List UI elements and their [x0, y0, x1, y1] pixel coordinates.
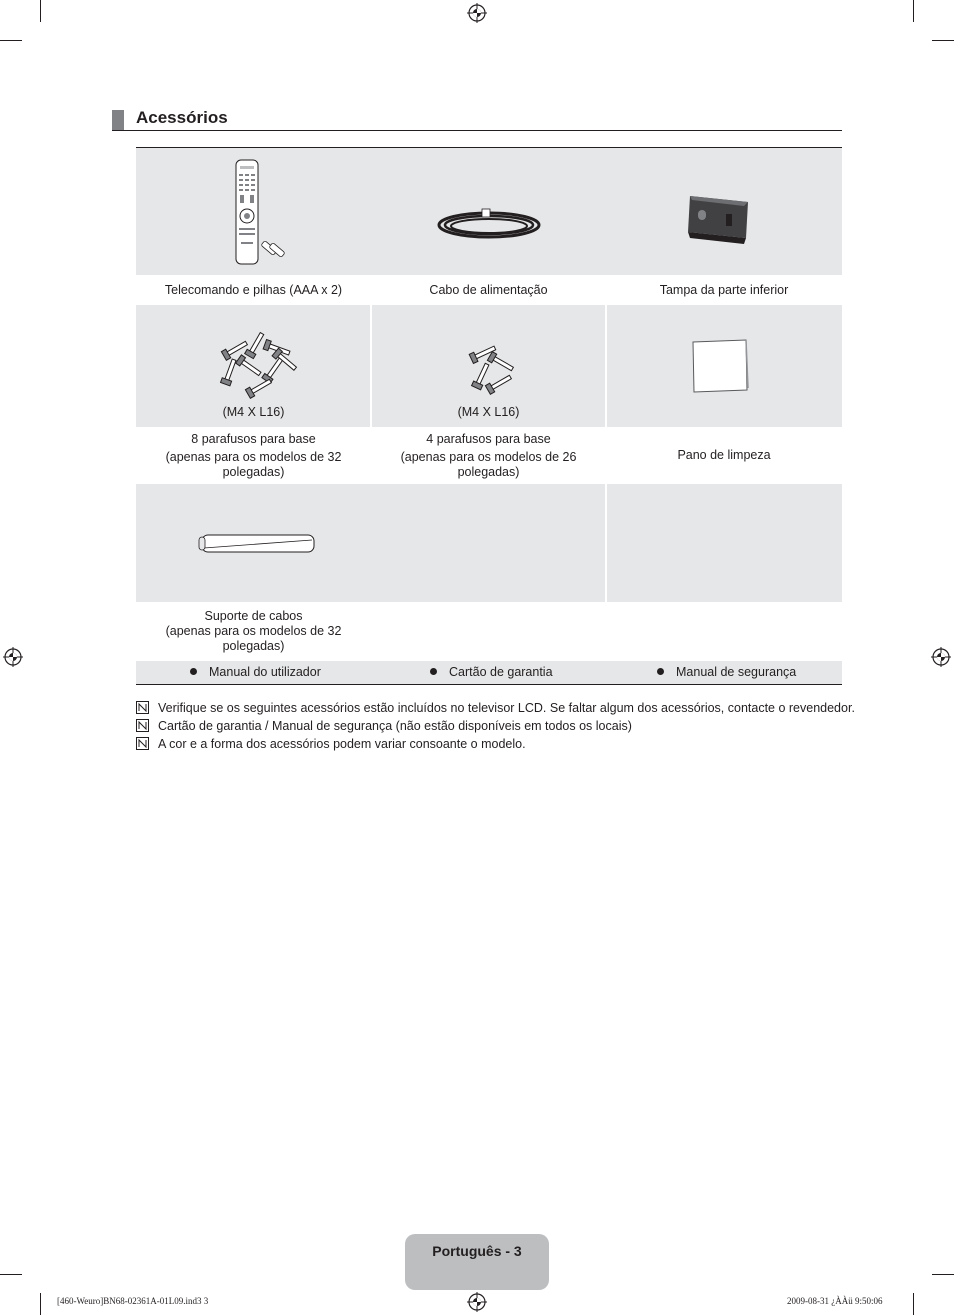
- accessory-caption: Suporte de cabos (apenas para os modelos de 32 polegadas): [136, 602, 371, 660]
- remote-control-image: [232, 158, 292, 268]
- accessory-caption: 4 parafusos para base (apenas para os modelos de 26 polegadas): [371, 427, 606, 484]
- crop-mark: [932, 40, 954, 41]
- crop-mark: [0, 1274, 22, 1275]
- bullet-icon: [657, 668, 664, 675]
- accessory-caption: 8 parafusos para base (apenas para os modelos de 32 polegadas): [136, 427, 371, 484]
- bottom-cover-image: [684, 188, 754, 248]
- document-item: Cartão de garantia: [430, 665, 553, 679]
- bullet-icon: [430, 668, 437, 675]
- note-item: Cartão de garantia / Manual de segurança (não estão disponíveis em todos os locais): [136, 719, 632, 733]
- accessory-image-cell: [606, 305, 842, 427]
- accessory-caption: Cabo de alimentação: [371, 275, 606, 305]
- accessory-image-cell: [371, 305, 606, 427]
- print-slug-file: [460-Weuro]BN68-02361A-01L09.ind3 3: [57, 1296, 209, 1306]
- accessory-image-cell: [136, 305, 371, 427]
- accessory-image-row: [136, 484, 842, 602]
- power-cable-image: [434, 203, 544, 248]
- note-item: Verifique se os seguintes acessórios estão incluídos no televisor LCD. Se faltar algum dos acessórios, contacte o revendedor.: [136, 701, 855, 715]
- cell-separator: [605, 305, 607, 427]
- section-rule: [112, 130, 842, 131]
- note-icon: [136, 737, 149, 750]
- screws-8-image: [216, 329, 306, 399]
- registration-mark-icon: [3, 647, 23, 667]
- note-icon: [136, 701, 149, 714]
- documents-row: [136, 661, 842, 685]
- registration-mark-icon: [467, 1292, 487, 1312]
- print-slug-date: 2009-08-31 ¿ÀÀü 9:50:06: [787, 1296, 883, 1306]
- note-item: A cor e a forma dos acessórios podem variar consoante o modelo.: [136, 737, 526, 751]
- cable-holder-image: [198, 532, 316, 556]
- crop-mark: [932, 1274, 954, 1275]
- accessory-image-row: [136, 148, 842, 275]
- cell-separator: [370, 305, 372, 427]
- registration-mark-icon: [467, 3, 487, 23]
- section-title: Acessórios: [136, 108, 228, 127]
- note-icon: [136, 719, 149, 732]
- cleaning-cloth-image: [690, 338, 750, 394]
- screws-4-image: [464, 339, 524, 399]
- accessory-caption: Tampa da parte inferior: [606, 275, 842, 305]
- crop-mark: [40, 0, 41, 22]
- crop-mark: [913, 1293, 914, 1315]
- page-number: Português - 3: [432, 1243, 522, 1259]
- section-heading-bar: [112, 110, 124, 130]
- cell-separator: [605, 484, 607, 602]
- crop-mark: [0, 40, 22, 41]
- bullet-icon: [190, 668, 197, 675]
- screw-size-label: (M4 X L16): [222, 405, 285, 419]
- document-item: Manual do utilizador: [190, 665, 321, 679]
- accessory-caption: Telecomando e pilhas (AAA x 2): [136, 275, 371, 305]
- accessory-caption: Pano de limpeza: [606, 427, 842, 484]
- crop-mark: [913, 0, 914, 22]
- document-item: Manual de segurança: [657, 665, 796, 679]
- screw-size-label: (M4 X L16): [457, 405, 520, 419]
- crop-mark: [40, 1293, 41, 1315]
- registration-mark-icon: [931, 647, 951, 667]
